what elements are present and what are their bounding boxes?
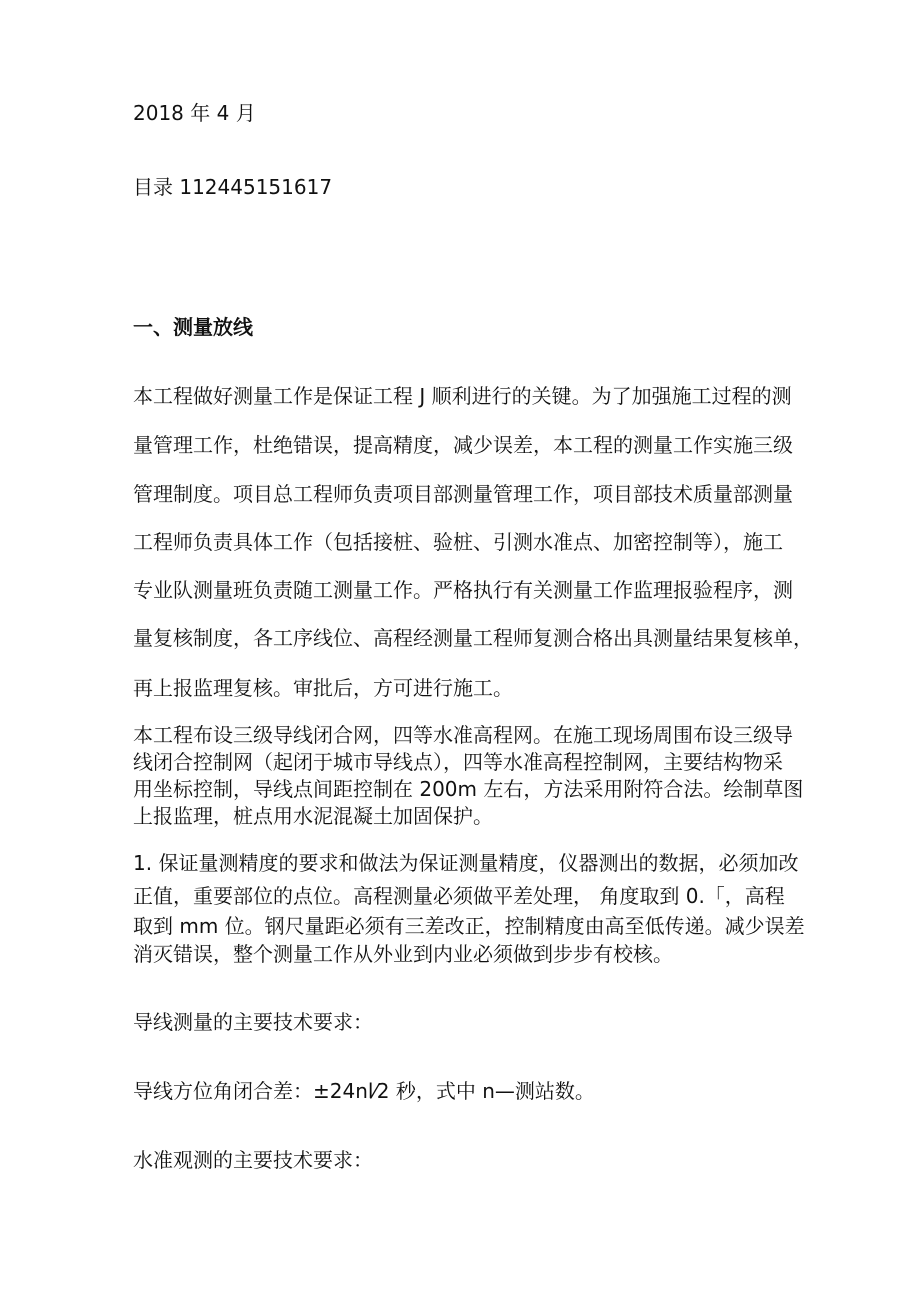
paragraph-line: 本工程做好测量工作是保证工程 J 顺利进行的关键。为了加强施工过程的测 <box>133 384 792 408</box>
table-of-contents: 目录 112445151617 <box>133 175 333 199</box>
traverse-heading: 导线测量的主要技术要求： <box>133 1010 373 1034</box>
paragraph-line: 量复核制度，各工序线位、高程经测量工程师复测合格出具测量结果复核单， <box>133 626 813 650</box>
paragraph-line: 量管理工作，杜绝错误，提高精度，减少误差，本工程的测量工作实施三级 <box>133 433 793 457</box>
paragraph-line: 本工程布设三级导线闭合网，四等水准高程网。在施工现场周围布设三级导 <box>133 723 793 747</box>
paragraph-line: 用坐标控制，导线点间距控制在 200m 左右，方法采用附符合法。绘制草图 <box>133 777 804 801</box>
paragraph-line: 线闭合控制网（起闭于城市导线点），四等水准高程控制网，主要结构物采 <box>133 750 783 774</box>
paragraph-line: 再上报监理复核。审批后，方可进行施工。 <box>133 676 513 700</box>
paragraph-line: 1. 保证量测精度的要求和做法为保证测量精度，仪器测出的数据，必须加改 <box>133 851 799 875</box>
traverse-formula: 导线方位角闭合差：±24nl⁄2 秒，式中 n—测站数。 <box>133 1079 595 1103</box>
section-title: 一、测量放线 <box>133 315 253 339</box>
leveling-heading: 水准观测的主要技术要求： <box>133 1148 373 1172</box>
paragraph-line: 取到 mm 位。钢尺量距必须有三差改正，控制精度由高至低传递。减少误差 <box>133 914 805 938</box>
paragraph-line: 上报监理，桩点用水泥混凝土加固保护。 <box>133 804 493 828</box>
paragraph-line: 专业队测量班负责随工测量工作。严格执行有关测量工作监理报验程序，测 <box>133 578 793 602</box>
paragraph-line: 工程师负责具体工作（包括接桩、验桩、引测水准点、加密控制等），施工 <box>133 530 783 554</box>
document-date: 2018 年 4 月 <box>133 101 256 125</box>
paragraph-line: 消灭错误，整个测量工作从外业到内业必须做到步步有校核。 <box>133 942 673 966</box>
paragraph-line: 管理制度。项目总工程师负责项目部测量管理工作，项目部技术质量部测量 <box>133 482 793 506</box>
paragraph-line: 正值，重要部位的点位。高程测量必须做平差处理， 角度取到 0.「，高程 <box>133 884 785 908</box>
